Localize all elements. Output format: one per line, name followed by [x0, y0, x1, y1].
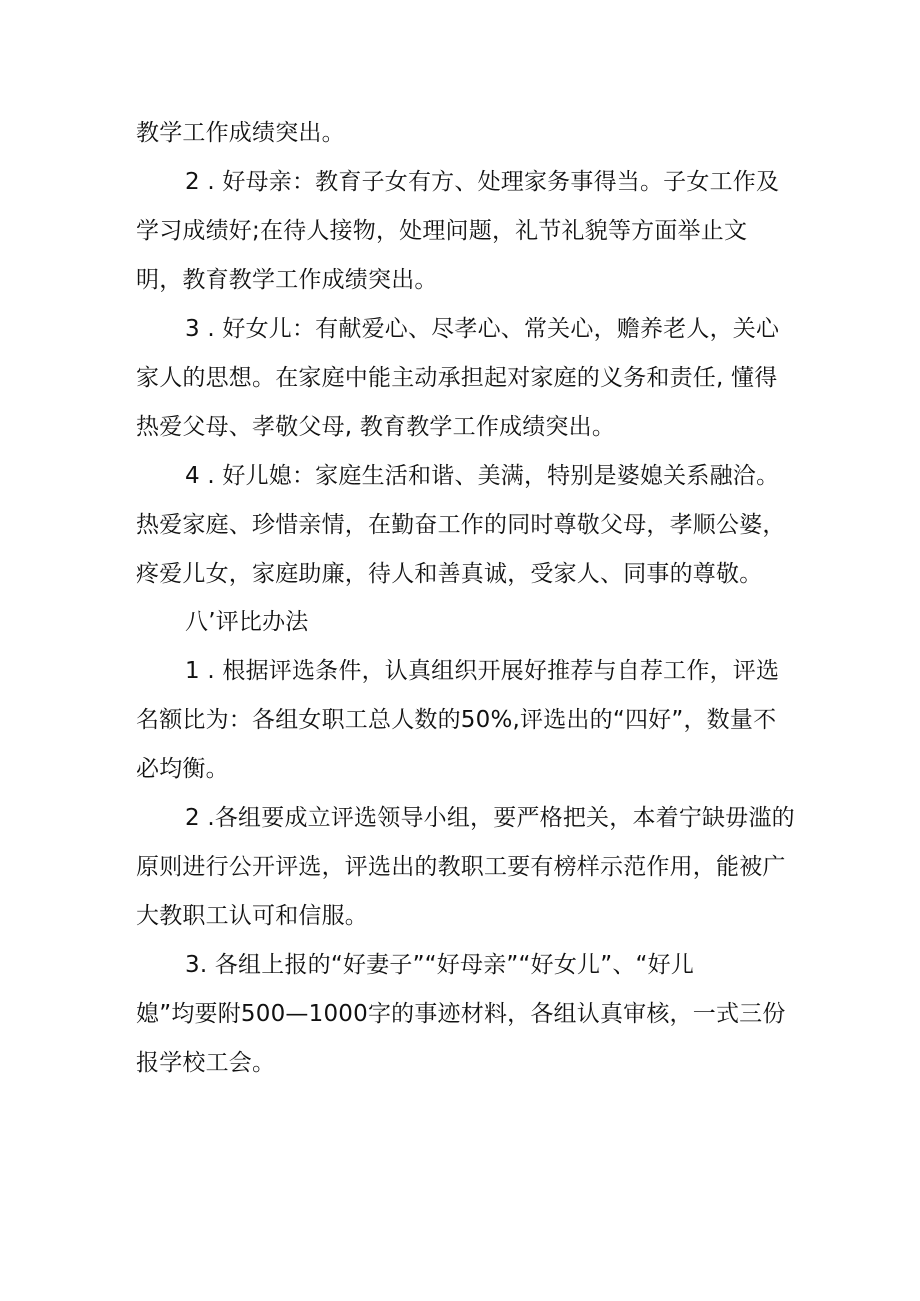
paragraph-line: 学习成绩好;在待人接物，处理问题，礼节礼貌等方面举止文: [136, 218, 748, 244]
paragraph-line: 名额比为：各组女职工总人数的50%,评选出的“四好”，数量不: [136, 707, 777, 733]
paragraph-line: 热爱家庭、珍惜亲情，在勤奋工作的同时尊敬父母，孝顺公婆，: [136, 512, 786, 538]
paragraph-line: 热爱父母、孝敬父母, 教育教学工作成绩突出。: [136, 414, 616, 440]
paragraph-line: 疼爱儿女，家庭助廉，待人和善真诚，受家人、同事的尊敬。: [136, 561, 763, 587]
paragraph-line: 教学工作成绩突出。: [136, 120, 345, 146]
paragraph-line: 4 . 好儿媳：家庭生活和谐、美满，特别是婆媳关系融洽。: [185, 463, 780, 489]
paragraph-line: 媳”均要附500—1000字的事迹材料，各组认真审核，一式三份: [136, 1001, 786, 1027]
paragraph-line: 大教职工认可和信服。: [136, 903, 368, 929]
paragraph-line: 2 .各组要成立评选领导小组，要严格把关，本着宁缺毋滥的: [185, 805, 795, 831]
paragraph-line: 明，教育教学工作成绩突出。: [136, 267, 438, 293]
paragraph-line: 1 . 根据评选条件，认真组织开展好推荐与自荐工作，评选: [185, 658, 780, 684]
paragraph-line: 家人的思想。在家庭中能主动承担起对家庭的义务和责任, 懂得: [136, 365, 778, 391]
paragraph-line: 3. 各组上报的“好妻子”“好母亲”“好女儿”、“好儿: [185, 952, 695, 978]
paragraph-line: 报学校工会。: [136, 1050, 276, 1076]
paragraph-line: 必均衡。: [136, 756, 229, 782]
paragraph-line: 3 . 好女儿：有献爱心、尽孝心、常关心，赡养老人，关心: [185, 316, 780, 342]
paragraph-line: 2 . 好母亲：教育子女有方、处理家务事得当。子女工作及: [185, 169, 780, 195]
section-heading: 八’评比办法: [185, 609, 309, 635]
paragraph-line: 原则进行公开评选，评选出的教职工要有榜样示范作用，能被广: [136, 854, 786, 880]
